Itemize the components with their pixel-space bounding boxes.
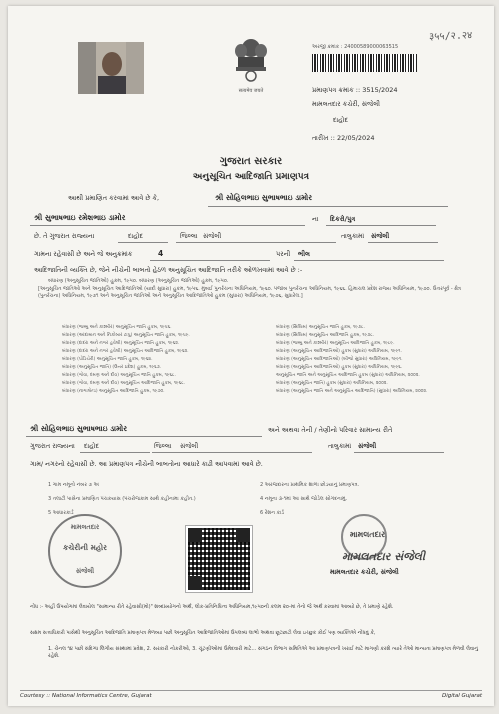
order-line-2: [અનુસૂચિત જાતિઓ અને અનુસૂચિત આદિજાતિઓ (યાદી સુધારા) હુકમ, ૧૯૫૬. મુંબઈ પુનર્રચના અધિનિયમ, ૧૯૬૦. પંજાબ પુનર્રચના અધિનિયમ, ૧૯૬૬. હિમાચલ પ્રદેશ રાજ્ય અધિનિયમ, ૧૯૭૦. ઉત્તરપૂર્વ - ક્ષેત્ર (પુનર્રચના) અધિનિયમ, ૧૯૭૧ અને અનુસૂચિત જાતિઓ અને અનુસૂચિત આદિજાતિઓ હુકમ (સુધારા) અધિનિયમ, ૧૯૭૬, સુધારેલ.] — [38, 286, 461, 299]
taluka-label-2: તાલુકામાં — [328, 442, 352, 450]
application-number: અરજી ક્રમાંક : 24000589000063515 — [312, 44, 399, 50]
basis-item-5: 5 આધારકાર્ડ — [48, 510, 74, 516]
note-1: નોંધ :- અહીં ઉપયોગમાં લેવાયેલ "સામાન્ય રીતે રહેવાસી(મો)" શબ્દપ્રયોગનો અર્થ, લોક-પ્રતિનિધિત્વ અધિનિયમ,૧૯૫૦ની કલમ ૨૦-માં તેનો જે અર્થ કરવામાં આવ્યો છે, તે પ્રમાણે રહેશે. — [30, 604, 394, 610]
basis-item-6: 6 રેશન કાર્ડ — [260, 510, 285, 516]
order-line-1: બંધારણ (અનુસૂચિત જાતિઓ) હુકમ, ૧૯૫૦. બંધારણ (અનુસૂચિત જાતિઓ) હુકમ, ૧૯૫૦. — [48, 278, 229, 284]
issuing-office: મામલતદાર કચેરી, સંજેલી — [312, 100, 380, 108]
office-seal: મામલતદાર કચેરીની મહોર સંજેલી — [48, 514, 122, 588]
taluka-2: સંજેલી — [358, 442, 377, 450]
note-3: 1. ચેનલ ૧૪ પછી સંદિગ્ધ લિંગીય સંસ્થામાં પ્રવેશ, 2. સરકારી નોકરીઓ, 3. ચૂંટણીઓમાં ઉમેદવારી માટે... સંગઠન વિભાગ સમિતિએ આ પ્રમાણપત્રની ખરાઈ માટે માગણી કરશે ત્યારે તેઓ માન્યતા પ્રમાણપત્ર મેળવી લેવાનું રહેશે. — [48, 646, 478, 659]
district: દાહોદ — [128, 232, 144, 240]
district-2: દાહોદ — [84, 442, 100, 450]
relation: દિકરો/પુત્ર — [330, 215, 356, 223]
applicant-name-2: શ્રી સોહિલભાઇ સુભાષભાઇ ડામોર — [30, 424, 128, 433]
state-line: છે. તે ગુજરાત રાજ્યના — [34, 232, 95, 240]
certificate-page — [8, 6, 494, 706]
signature-designation: મામલતદાર — [350, 530, 386, 539]
sub-district-2: સંજેલી — [180, 442, 199, 450]
gov-title: ગુજરાત સરકાર — [219, 156, 283, 167]
applicant-name: શ્રી સોહિલભાઇ સુભાષભાઇ ડામોર — [215, 193, 313, 202]
handwritten-number: ३५५/२.२४ — [428, 30, 473, 43]
basis-item-4: 4 નમૂના ૩-૧માં આ સાથે જોડેલ સોગંદનામું. — [260, 496, 348, 502]
signature-script: મામલતદાર સંજેલી — [342, 550, 425, 563]
note-2: સક્ષમ સત્તાધિકારી પાસેથી અનુસૂચિત આદિજાતિ પ્રમાણપત્ર મેળવ્યા પછી અનુસૂચિત આદિજાતિઓમાં ઉપલબ્ધ લાભો અથવા છૂટછાટો લેવા ઇચ્છુક કોઈ પણ વ્યક્તિએ નોંધવું કે, — [30, 630, 376, 636]
national-emblem-icon — [228, 36, 274, 94]
orders-right: બંધારણ (સિક્કિમ) અનુસૂચિત જાતિ હુકમ, ૧૯૭૮. બંધારણ (સિક્કિમ) અનુસૂચિત આદિજાતિ હુકમ, ૧૯૭૮. બંધારણ (જમ્મુ અને કાશ્મીર) અનુસૂચિત આદિજાતિ હુકમ, ૧૯૮૯. બંધારણ (અનુસૂચિત આદિજાતિઓ) હુકમ (સુધારા) અધિનિયમ, ૧૯૯૧. બંધારણ (અનુસૂચિત આદિજાતિઓ) (બીજો સુધારા) અધિનિયમ, ૧૯૯૧. બંધારણ (અનુસૂચિત આદિજાતિઓ) હુકમ (સુધારા) અધિનિયમ, ૧૯૯૬. અનુસૂચિત જાતિ અને અનુસૂચિત આદિજાતિ હુકમ (સુધારા) અધિનિયમ, ૨૦૦૨. બંધારણ (અનુસૂચિત જાતિ) હુકમ (સુધારા) અધિનિયમ, ૨૦૦૨. બંધારણ (અનુસૂચિત જાતિ અને અનુસૂચિત આદિજાતિ) (સુધારા) અધિનિયમ, ૨૦૦૨. — [276, 325, 428, 394]
basis-item-3: 3 તલાટી પાસેના પ્રમાણિત પંચકયાસ (પંચરોજકામ સાથે કહીનામા કહીત.) — [48, 496, 196, 502]
state-line-2: ગુજરાત રાજ્યના — [30, 442, 75, 450]
cert-intro: આથી પ્રમાણિત કરવામાં આવે છે કે, — [68, 194, 160, 202]
footer-credit: Courtesy :: National Informatics Centre, Gujarat — [20, 693, 152, 699]
village-line: ગામના રહેવાસી છે અને જે અનુક્રમાંક — [34, 250, 133, 258]
certificate-title: અનુસૂચિત આદિજાતિ પ્રમાણપત્ર — [192, 172, 310, 182]
issue-date: તારીખ :: 22/05/2024 — [312, 134, 375, 142]
caste-label: પરની — [276, 250, 291, 258]
taluka-label: તાલુકામાં — [341, 232, 365, 240]
applicant-photo — [78, 42, 144, 94]
family-line: અને અથવા તેની / તેણીનો પરિવાર સામાન્ય રીતે — [268, 426, 393, 434]
district-label-2: જિલ્લા — [154, 442, 172, 450]
parent-name: શ્રી સુભાષભાઇ રમેશભાઇ ડામોર — [34, 213, 126, 222]
header-taluka: દાહોદ — [333, 116, 349, 124]
district-label: જિલ્લા — [180, 232, 198, 240]
footer-brand: Digital Gujarat — [441, 693, 482, 699]
taluka: સંજેલી — [371, 232, 390, 240]
certificate-number: પ્રમાણપત્ર ક્રમાંક :: 3515/2024 — [312, 86, 398, 94]
basis-item-2: 2 અરજદારના પ્રાથમિક શાળા છોડયાનું પ્રમાણપત્ર. — [260, 482, 360, 488]
tribe-line: આદિજાતિની વ્યક્તિ છે, જેને નીચેની બાબતો હેઠળ અનુસૂચિત આદિજાતિ તરીકે ઓળખવામાં આવે છે :- — [34, 266, 303, 274]
qr-code — [186, 526, 252, 592]
sub-district: સંજેલી — [203, 232, 222, 240]
orders-left: બંધારણ (જમ્મુ અને કાશ્મીર) અનુસૂચિત જાતિ હુકમ, ૧૯૫૬. બંધારણ (આંદામાન અને નિકોબાર ટાપુ) અનુસૂચિત જાતિ હુકમ, ૧૯૫૯. બંધારણ (દાદરા અને નગર હવેલી) અનુસૂચિત જાતિ હુકમ, ૧૯૬૨. બંધારણ (દાદરા અને નગર હવેલી) અનુસૂચિત આદિજાતિ હુકમ, ૧૯૬૨. બંધારણ (પોંડિચેરી) અનુસૂચિત જાતિ હુકમ, ૧૯૬૪. બંધારણ (અનુસૂચિત જાતિ) (ઉત્તર પ્રદેશ) હુકમ, ૧૯૬૭. બંધારણ (ગોવા, દમણ અને દીવ) અનુસૂચિત જાતિ હુકમ, ૧૯૬૮. બંધારણ (ગોવા, દમણ અને દીવ) અનુસૂચિત આદિજાતિ હુકમ, ૧૯૬૮. બંધારણ (નાગાલેન્ડ) અનુસૂચિત આદિજાતિ હુકમ, ૧૯૭૦. — [62, 325, 190, 394]
serial-number: 4 — [158, 249, 164, 258]
barcode — [312, 54, 417, 72]
footer — [20, 690, 482, 699]
signature-office: મામલતદાર કચેરી, સંજેલી — [330, 568, 399, 576]
caste: ભીલ — [298, 250, 310, 258]
basis-line: ગામ/ નગરનો રહેવાસી છે. આ પ્રમાણપત્ર નીચેની બાબતોના આધારે કાઢી આપવામાં આવે છે. — [30, 460, 263, 468]
basis-item-1: 1 ગામ નમૂનો નંબર ૭ અ — [48, 482, 99, 488]
relation-prefix: ના — [312, 215, 319, 223]
emblem-caption: सत्यमेव जयते — [238, 88, 264, 94]
